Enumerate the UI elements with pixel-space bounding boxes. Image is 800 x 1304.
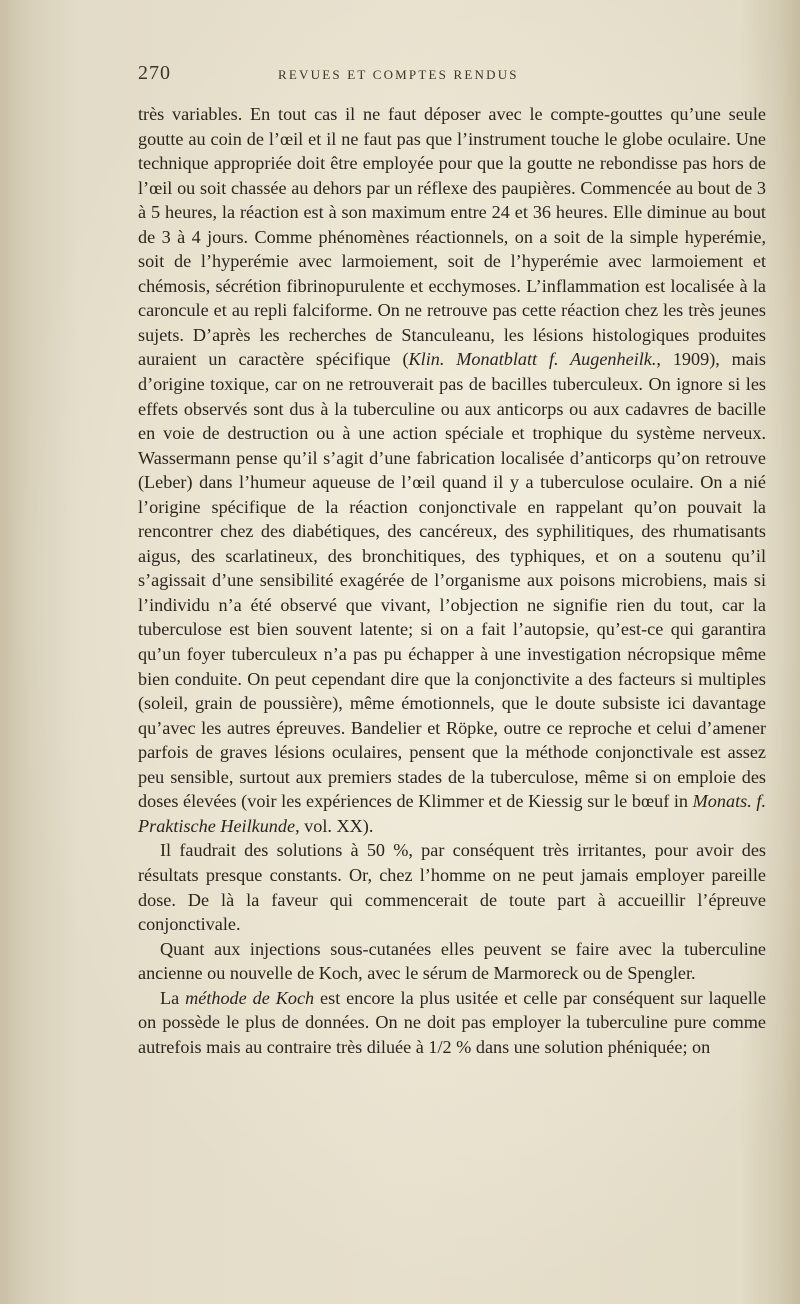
text-run: La (160, 987, 186, 1008)
page-header (138, 62, 770, 86)
body-text (138, 102, 766, 1059)
text-run: très variables. En tout cas il ne faut déposer avec le compte-gouttes qu’une seule goutte au coin de l’œil et il ne faut pas que l’instrument touche le globe oculaire. Une technique appropriée doit être employée pour que la goutte ne rebondisse pas hors de l’œil ou soit chassée au dehors par un réflexe des paupières. Commencée au bout de 3 à 5 heures, la réaction est à son maximum entre 24 et 36 heures. Elle diminue au bout de 3 à 4 jours. Comme phénomènes réactionnels, on a soit de la simple hyperémie, soit de l’hyperémie avec larmoiement, soit de l’hyperémie avec larmoiement et chémosis, sécrétion fibrinopurulente et ecchymoses. L’inflammation est localisée à la caroncule et au repli falciforme. On ne retrouve pas cette réaction chez les très jeunes sujets. D’après les recherches de Stanculeanu, les lésions histologiques produites auraient un caractère spécifique ( (138, 104, 766, 370)
page-number: 270 (138, 62, 171, 84)
citation-italic: Klin. Monatblatt f. Augenheilk. (408, 349, 657, 370)
method-name-italic: méthode de Koch (185, 987, 315, 1008)
paragraph-2 (138, 838, 766, 936)
running-title: REVUES ET COMPTES RENDUS (278, 67, 519, 82)
paragraph-1 (138, 102, 766, 838)
citation-italic: Monats. f. Praktische Heilkunde (138, 791, 766, 836)
text-run: Il faudrait des solutions à 50 %, par conséquent très irritantes, pour avoir des résultats presque constants. Or, chez l’homme on ne peut jamais employer pareille dose. De là la faveur qui commencerait de toute part à accueillir l’épreuve conjonctivale. (138, 840, 766, 935)
text-run: est encore la plus usitée et celle par conséquent sur laquelle on possède le plus de données. On ne doit pas employer la tuberculine pure comme autrefois mais au contraire très diluée à 1/2 % dans une solution phéniquée; on (138, 987, 767, 1057)
text-run: , 1909), mais d’origine toxique, car on ne retrouverait pas de bacilles tuberculeux. On ignore si les effets observés sont dus à la tuberculine ou aux anticorps ou aux cadavres de bacille en voie de destruction ou à une action spéciale et trophique du système nerveux. Wassermann pense qu’il s’agit d’une fabrication localisée d’anticorps qu’on retrouve (Leber) dans l’humeur aqueuse de l’œil quand il y a tuberculose oculaire. On a nié l’origine spécifique de la réaction conjonctivale en rappelant qu’on pouvait la rencontrer chez des diabétiques, des cancéreux, des syphilitiques, des rhumatisants aigus, des scarlatineux, des bronchitiques, des typhiques, et on a soutenu qu’il s’agissait d’une sensibilité exagérée de l’organisme aux poisons microbiens, mais si l’individu n’a été observé que vivant, l’objection ne signifie rien du tout, car la tuberculose est bien souvent latente; si on a fait l’autopsie, qu’est-ce qui garantira qu’un foyer tuberculeux n’a pas pu échapper à une investigation nécropsique même bien conduite. On peut cependant dire que la conjonctivite a des facteurs si multiples (soleil, grain de poussière), même émotionnels, que le doute subsiste ici davantage qu’avec les autres épreuves. Bandelier et Röpke, outre ce reproche et celui d’amener parfois de graves lésions oculaires, pensent que la méthode conjonctivale est assez peu sensible, surtout aux premiers stades de la tuberculose, même si on emploie des doses élevées (voir les expériences de Klimmer et de Kiessig sur le bœuf in (138, 349, 766, 812)
text-run: Quant aux injections sous-cutanées elles peuvent se faire avec la tuberculine ancienne ou nouvelle de Koch, avec le sérum de Marmoreck ou de Spengler. (138, 938, 766, 984)
paragraph-3 (138, 937, 766, 986)
text-run: , vol. XX). (295, 815, 374, 836)
paragraph-4 (138, 986, 766, 1060)
